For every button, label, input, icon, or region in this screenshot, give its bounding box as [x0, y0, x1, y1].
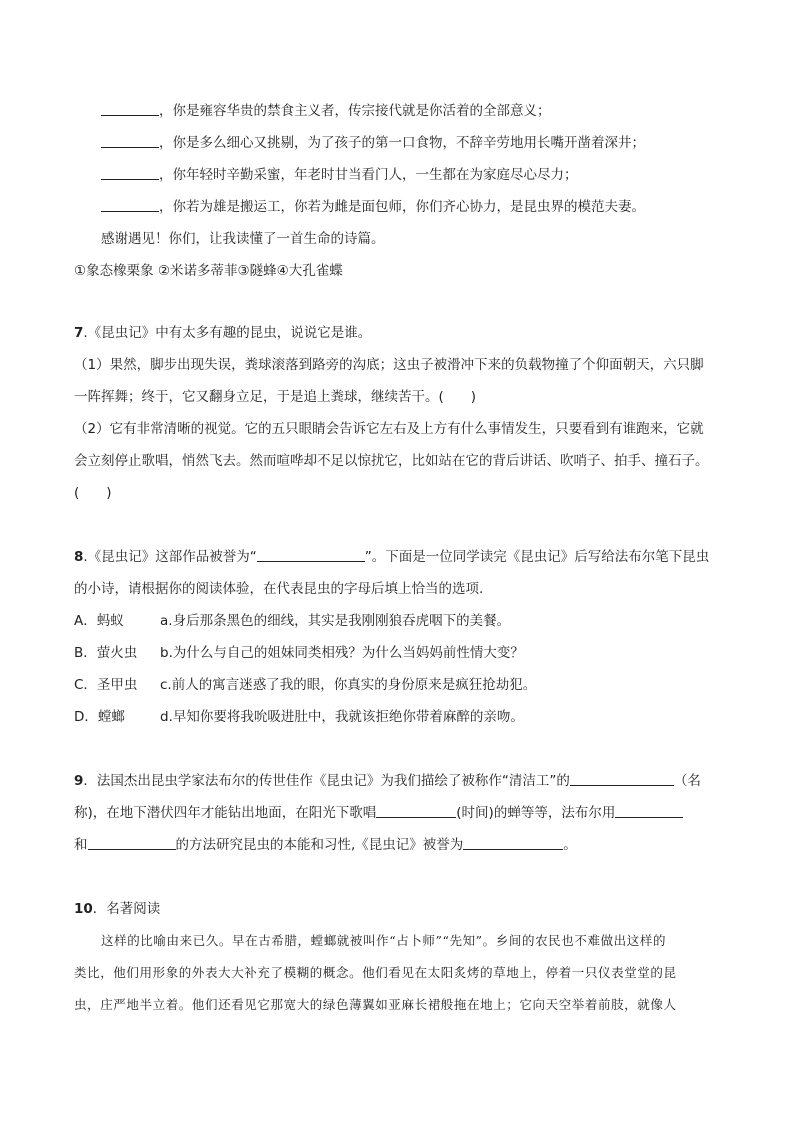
q10-title: 10．名著阅读 — [74, 901, 161, 917]
option-label: B．萤火虫 — [74, 645, 138, 661]
q10-passage-line1: 这样的比喻由来已久。早在古希腊，螳螂就被叫作“占卜师”“先知”。乡间的农民也不难做出这样的 — [101, 933, 667, 948]
q10-passage-line2: 类比，他们用形象的外表大大补充了模糊的概念。他们看见在太阳炙烤的草地上，停着一只仪表堂堂的昆 — [74, 965, 677, 980]
option-text: b.为什么与自己的姐妹同类相残？为什么当妈妈前性情大变？ — [160, 645, 524, 661]
answer-blank[interactable] — [101, 165, 159, 180]
option-label: A．蚂蚁 — [74, 613, 124, 629]
answer-blank[interactable] — [615, 803, 683, 818]
q8-line2: 的小诗，请根据你的阅读体验，在代表昆虫的字母后填上恰当的选项. — [74, 581, 484, 597]
answer-blank[interactable] — [463, 835, 563, 850]
q6-line-3: ，你年轻时辛勤采蜜，年老时甘当看门人，一生都在为家庭尽心尽力； — [101, 165, 578, 185]
question-number: 10 — [74, 901, 93, 917]
q7-title: 7.《昆虫记》中有太多有趣的昆虫，说说它是谁。 — [74, 325, 372, 341]
option-text: a.身后那条黑色的细线，其实是我刚刚狼吞虎咽下的美餐。 — [160, 613, 511, 629]
question-number: 9 — [74, 773, 84, 789]
q9-line2: 称)，在地下潜伏四年才能钻出地面，在阳光下歌唱 (时间)的蝉等等，法布尔用 — [74, 803, 683, 823]
q6-line-2: ，你是多么细心又挑剔，为了孩子的第一口食物，不辞辛劳地用长嘴开凿着深井； — [101, 133, 645, 153]
q7-p1-line2: 一阵挥舞；终于，它又翻身立足，于是追上粪球，继续苦干。( ) — [74, 389, 477, 405]
question-number: 7 — [74, 325, 84, 341]
answer-blank[interactable] — [101, 133, 159, 148]
q8-item-d — [74, 707, 524, 727]
q9-line3: 和 的方法研究昆虫的本能和习性,《昆虫记》被誉为 。 — [74, 837, 577, 853]
answer-blank[interactable] — [101, 101, 159, 116]
q7-p2-line3: ( ) — [74, 485, 112, 501]
q6-options: ①象态橡栗象 ②米诺多蒂菲③隧蜂④大孔雀蝶 — [74, 263, 343, 279]
q8-item-a — [74, 611, 510, 631]
q7-p2-line2: 会立刻停止歌唱，悄然飞去。然而喧哗却不足以惊扰它，比如站在它的背后讲话、吹哨子、拍手、撞石子。 — [74, 453, 709, 469]
q6-line-4: ，你若为雄是搬运工，你若为雌是面包师，你们齐心协力，是昆虫界的模范夫妻。 — [101, 197, 645, 217]
q6-line-1: ，你是雍容华贵的禁食主义者，传宗接代就是你活着的全部意义； — [101, 101, 551, 121]
answer-blank[interactable] — [101, 197, 159, 212]
option-text: c.前人的寓言迷惑了我的眼，你真实的身份原来是疯狂抢劫犯。 — [160, 677, 537, 693]
q8-item-b — [74, 643, 524, 663]
q7-p2-line1: （2）它有非常清晰的视觉。它的五只眼睛会告诉它左右及上方有什么事情发生，只要看到有谁跑来，它就 — [74, 421, 704, 437]
question-number: 8 — [74, 549, 84, 565]
option-text: d.早知你要将我吮吸进肚中，我就该拒绝你带着麻醉的亲吻。 — [160, 709, 524, 725]
q7-p1-line1: （1）果然，脚步出现失误，粪球滚落到路旁的沟底；这虫子被滑冲下来的负载物撞了个仰面朝天，六只脚 — [74, 357, 704, 373]
q8-item-c — [74, 675, 536, 695]
answer-blank[interactable] — [570, 771, 674, 786]
answer-blank[interactable] — [88, 835, 176, 850]
answer-blank[interactable] — [376, 803, 456, 818]
answer-blank[interactable] — [257, 547, 365, 562]
q10-passage-line3: 虫，庄严地半立着。他们还看见它那宽大的绿色薄翼如亚麻长裙般拖在地上；它向天空举着前肢，就像人 — [74, 997, 677, 1012]
q9-line1: 9．法国杰出昆虫学家法布尔的传世佳作《昆虫记》为我们描绘了被称作“清洁工”的 （名 — [74, 773, 701, 789]
q8-title: 8.《昆虫记》这部作品被誉为“ ”。下面是一位同学读完《昆虫记》后写给法布尔笔下昆虫 — [74, 549, 710, 565]
option-label: D．螳螂 — [74, 709, 125, 725]
q6-closing: 感谢遇见！你们，让我读懂了一首生命的诗篇。 — [101, 231, 385, 247]
option-label: C．圣甲虫 — [74, 677, 138, 693]
